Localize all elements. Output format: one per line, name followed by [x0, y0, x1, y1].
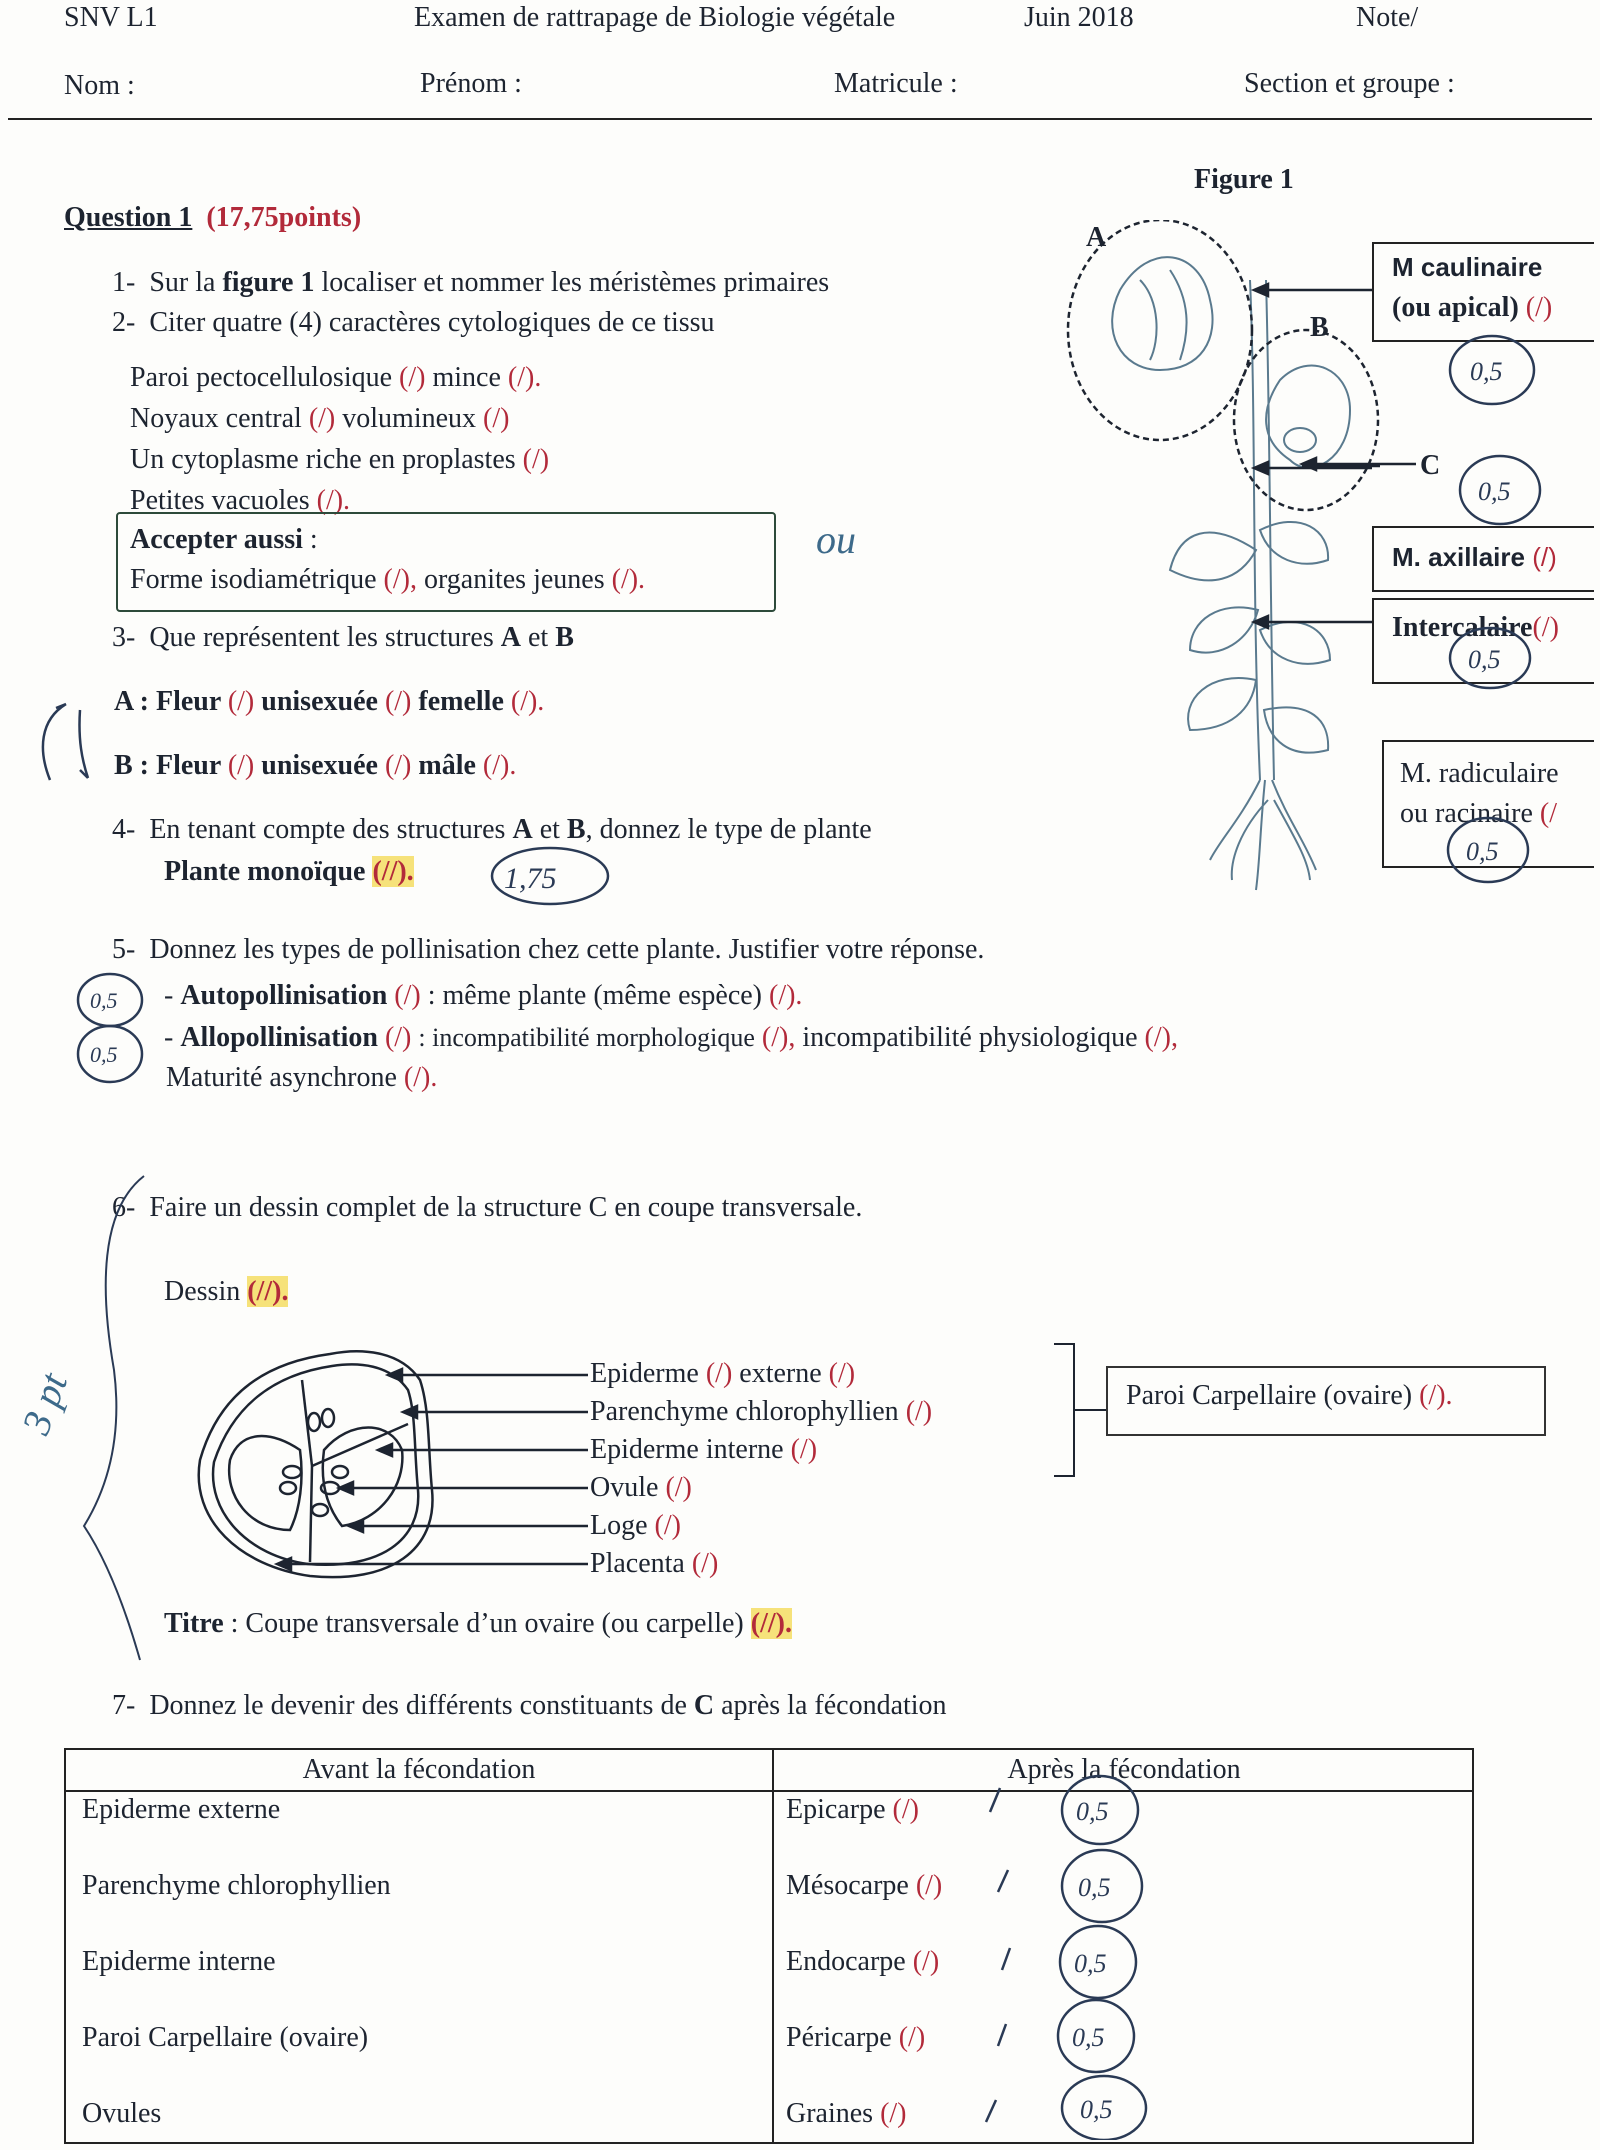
mark: (/). — [316, 485, 351, 516]
q1-num: 1- — [112, 267, 136, 298]
q4-b: B — [566, 814, 586, 845]
mark: (/) — [790, 1434, 818, 1465]
q4-post: , donnez le type de plante — [585, 814, 872, 845]
answer-text: Paroi pectocellulosique — [130, 362, 393, 393]
fecondation-table — [64, 1748, 1474, 2144]
q2-text — [112, 307, 715, 339]
answer-line — [130, 362, 541, 394]
handwritten-side-score: 3 pt — [12, 1367, 77, 1440]
answer-text: Dessin — [164, 1276, 241, 1307]
label-text: Epiderme — [590, 1358, 699, 1389]
handwritten-swap-mark — [30, 690, 110, 790]
mark: (/). — [611, 564, 646, 595]
q5-num: 5- — [112, 934, 136, 965]
mark: (//). — [247, 1276, 289, 1307]
q6-text — [112, 1192, 862, 1224]
mark: (/) — [654, 1510, 681, 1541]
answer-text: Plante monoïque — [164, 856, 366, 887]
accept-line — [130, 564, 645, 596]
mark: (/), — [383, 564, 417, 595]
mark: (/). — [403, 1062, 438, 1093]
mark: (/) — [691, 1548, 719, 1579]
score-text: 0,5 — [1468, 645, 1501, 674]
score-text: 0,5 — [1466, 837, 1499, 866]
mark: (/) — [898, 2022, 926, 2053]
q6-num: 6- — [112, 1192, 136, 1223]
accept-title-label: Accepter aussi — [130, 524, 303, 555]
label-text: Paroi Carpellaire (ovaire) — [1126, 1380, 1413, 1411]
header-divider — [8, 118, 1592, 120]
cell-text: Mésocarpe — [786, 1870, 909, 1901]
score-text: 1,75 — [504, 862, 557, 895]
mark: (/). — [510, 686, 545, 717]
cell-text: Graines — [786, 2098, 874, 2129]
answer-5b-cont — [166, 1062, 437, 1094]
answer-text: Maturité asynchrone — [166, 1062, 397, 1093]
paroi-label — [1126, 1380, 1453, 1412]
mark: (/) — [1532, 612, 1559, 643]
q3-pre: Que représentent les structures — [149, 622, 494, 653]
table-cell-after — [786, 2022, 925, 2054]
table-cell-before: Epiderme interne — [82, 1946, 276, 1977]
table-column-divider — [772, 1750, 774, 2142]
score-text: 0,5 — [1080, 2095, 1113, 2124]
answer-5a — [164, 980, 802, 1012]
q7-text — [112, 1690, 947, 1722]
label-text: Ovule — [590, 1472, 659, 1503]
figure-label-b: B — [1310, 312, 1329, 343]
drawing-label — [590, 1434, 817, 1466]
score-text: 0,5 — [1470, 357, 1503, 386]
q5-body: Donnez les types de pollinisation chez cette plante. Justifier votre réponse. — [149, 934, 985, 965]
answer-text: unisexuée — [261, 750, 378, 781]
answer-text: mâle — [418, 750, 476, 781]
answer-term: Allopollinisation — [180, 1022, 378, 1053]
prenom-field: Prénom : — [420, 68, 522, 99]
mark: (//). — [372, 856, 414, 887]
label-text: Placenta — [590, 1548, 685, 1579]
answer-text: incompatibilité physiologique — [802, 1022, 1138, 1053]
answer-line — [130, 444, 549, 476]
score-text: 0,5 — [90, 1042, 118, 1067]
score-text: 0,5 — [1478, 477, 1511, 506]
cell-text: Epicarpe — [786, 1794, 886, 1825]
label-text: Intercalaire — [1392, 612, 1533, 643]
titre-label: Titre — [164, 1608, 224, 1639]
score-text: 0,5 — [1074, 1949, 1107, 1978]
q7-num: 7- — [112, 1690, 136, 1721]
figure-score-marks — [1420, 330, 1580, 890]
table-score-marks — [980, 1770, 1220, 2140]
mark: (/) — [665, 1472, 692, 1503]
level-label: SNV L1 — [64, 2, 158, 33]
accept-colon: : — [302, 524, 318, 555]
accept-title — [130, 524, 318, 556]
label-text: Parenchyme chlorophyllien — [590, 1396, 899, 1427]
mark: (/ — [1539, 798, 1558, 829]
cell-text: Endocarpe — [786, 1946, 906, 1977]
question-title — [64, 202, 361, 234]
q3-text — [112, 622, 574, 654]
label-text: externe — [739, 1358, 822, 1389]
figure-label-c: C — [1420, 450, 1441, 481]
mark: (/). — [769, 980, 803, 1011]
table-cell-before: Epiderme externe — [82, 1794, 281, 1825]
handwritten-ou: ou — [816, 517, 856, 562]
mark: (/) — [828, 1358, 856, 1389]
table-header-divider — [66, 1790, 1472, 1792]
table-cell-after — [786, 1794, 919, 1826]
mark: (/). — [482, 750, 517, 781]
mark: (/) — [227, 686, 255, 717]
answer-line — [130, 403, 509, 435]
q6-body: Faire un dessin complet de la structure C en coupe transversale. — [149, 1192, 863, 1223]
answer-4 — [164, 856, 414, 888]
table-header-before: Avant la fécondation — [302, 1754, 536, 1785]
score-text: 0,5 — [1078, 1873, 1111, 1902]
answer-text: femelle — [418, 686, 504, 717]
answer-5b — [164, 1022, 1178, 1054]
answer-b-label: B : Fleur — [114, 750, 221, 781]
drawing-label — [590, 1358, 855, 1390]
q4-et: et — [539, 814, 560, 845]
mark: (/) — [308, 403, 336, 434]
label-text: M. axillaire — [1392, 542, 1525, 572]
mark: (/), — [1144, 1022, 1178, 1053]
caulinaire-label: M caulinaire — [1392, 252, 1543, 282]
mark: (/) — [384, 750, 412, 781]
drawing-label — [590, 1472, 692, 1504]
q4-num: 4- — [112, 814, 136, 845]
q3-et: et — [527, 622, 549, 653]
mark: (/) — [1525, 292, 1553, 323]
question-title-label: Question 1 — [64, 202, 193, 233]
mark: (/). — [1419, 1380, 1453, 1411]
table-cell-after — [786, 1870, 942, 1902]
table-cell-before: Paroi Carpellaire (ovaire) — [82, 2022, 369, 2053]
answer-text: : incompatibilité morphologique — [418, 1023, 755, 1052]
mark: (/) — [394, 980, 421, 1011]
q4-a: A — [512, 814, 533, 845]
mark: (/), — [761, 1022, 796, 1053]
score-text: 0,5 — [1076, 1797, 1109, 1826]
table-cell-after — [786, 1946, 939, 1978]
answer-text: : même plante (même espèce) — [427, 980, 762, 1011]
answer-text: Forme isodiamétrique — [130, 564, 377, 595]
table-header-after: Après la fécondation — [1007, 1754, 1241, 1785]
exam-title: Examen de rattrapage de Biologie végétale — [414, 2, 896, 33]
paroi-bracket — [1050, 1340, 1110, 1480]
table-cell-after — [786, 2098, 907, 2130]
q2-body: Citer quatre (4) caractères cytologiques de ce tissu — [149, 307, 715, 338]
mark: (/) — [905, 1396, 933, 1427]
brace-mark — [80, 1170, 160, 1670]
mark: (/) — [384, 686, 412, 717]
answer-a-label: A : Fleur — [114, 686, 221, 717]
answer-a — [114, 686, 544, 718]
mark: (//). — [750, 1608, 792, 1639]
q1-text — [112, 267, 829, 299]
mark: (/) — [915, 1870, 943, 1901]
nom-field: Nom : — [64, 70, 135, 101]
table-cell-before: Parenchyme chlorophyllien — [82, 1870, 391, 1901]
q7-c: C — [693, 1690, 715, 1721]
label-text: Loge — [590, 1510, 648, 1541]
caulinaire-label-2 — [1392, 292, 1552, 324]
label-text: Epiderme interne — [590, 1434, 784, 1465]
q3-a: A — [500, 622, 521, 653]
drawing-pointer-lines — [260, 1350, 590, 1580]
q3-num: 3- — [112, 622, 136, 653]
answer-b — [114, 750, 516, 782]
drawing-label — [590, 1510, 681, 1542]
answer-text: unisexuée — [261, 686, 378, 717]
answer5-score-marks — [70, 970, 170, 1090]
q4-pre: En tenant compte des structures — [149, 814, 506, 845]
exam-date: Juin 2018 — [1024, 2, 1134, 33]
answer-text: mince — [432, 362, 501, 393]
question-points: (17,75points) — [206, 202, 362, 233]
titre-line — [164, 1608, 792, 1640]
label-text: ou racinaire — [1400, 798, 1533, 829]
answer-text: volumineux — [342, 403, 477, 434]
q1-bold: figure 1 — [222, 267, 315, 298]
matricule-field: Matricule : — [834, 68, 958, 99]
titre-text: : Coupe transversale d’un ovaire (ou carpelle) — [230, 1608, 744, 1639]
q7-post: après la fécondation — [721, 1690, 947, 1721]
mark: (/) — [483, 403, 510, 434]
q2-num: 2- — [112, 307, 136, 338]
dessin-label — [164, 1276, 288, 1308]
section-field: Section et groupe : — [1244, 68, 1455, 99]
answer-text: organites jeunes — [423, 564, 605, 595]
mark: (/) — [880, 2098, 907, 2129]
q3-b: B — [555, 622, 574, 653]
dash: - — [164, 1022, 181, 1053]
drawing-label — [590, 1396, 932, 1428]
q5-text — [112, 934, 984, 966]
mark: (/) — [892, 1794, 919, 1825]
figure-label-a: A — [1086, 222, 1107, 253]
mark: (/) — [705, 1358, 733, 1389]
drawing-label — [590, 1548, 718, 1580]
answer-term: Autopollinisation — [180, 980, 388, 1011]
answer-text: Un cytoplasme riche en proplastes — [130, 444, 516, 475]
mark: (/) — [912, 1946, 940, 1977]
score-text: 0,5 — [1072, 2023, 1105, 2052]
figure-title: Figure 1 — [1194, 164, 1294, 195]
answer-text: Petites vacuoles — [130, 485, 310, 516]
q1-pre: Sur la — [149, 267, 216, 298]
mark: (/) — [1532, 542, 1557, 572]
answer-text: Noyaux central — [130, 403, 302, 434]
mark: (/) — [384, 1022, 412, 1053]
q7-pre: Donnez le devenir des différents constituants de — [149, 1690, 687, 1721]
answer4-score-mark — [486, 842, 616, 912]
radiculaire-label: M. radiculaire — [1400, 758, 1559, 789]
mark: (/) — [522, 444, 550, 475]
arrow-c — [1290, 448, 1420, 478]
cell-text: Péricarpe — [786, 2022, 892, 2053]
note-field: Note/ — [1356, 2, 1419, 33]
mark: (/). — [507, 362, 542, 393]
mark: (/) — [399, 362, 426, 393]
dash: - — [164, 980, 181, 1011]
mark: (/) — [227, 750, 255, 781]
q1-post: localiser et nommer les méristèmes primaires — [321, 267, 830, 298]
table-cell-before: Ovules — [82, 2098, 162, 2129]
label-text: (ou apical) — [1392, 292, 1519, 323]
score-text: 0,5 — [90, 988, 118, 1013]
